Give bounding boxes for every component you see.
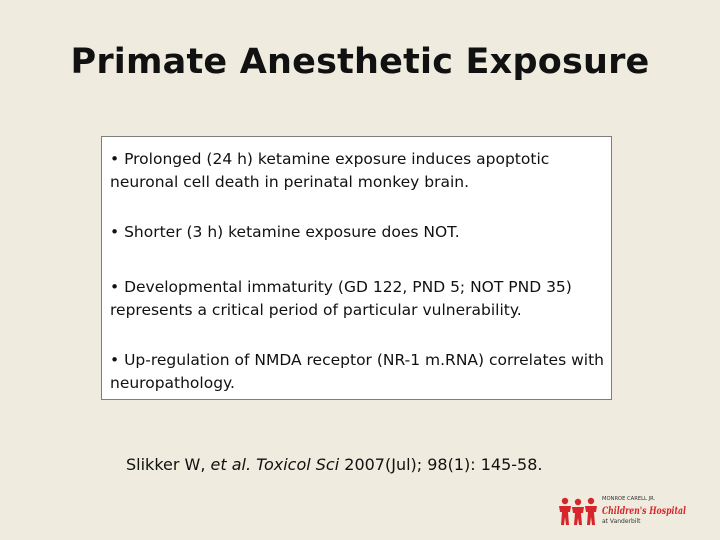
logo-line2: Children's Hospital <box>602 505 687 517</box>
citation-et-al: et al. <box>210 455 252 474</box>
citation-journal: Toxicol Sci <box>256 455 340 474</box>
logo-line1: MONROE CARELL JR. <box>602 496 656 502</box>
citation <box>126 455 543 475</box>
bullet-item: • Up-regulation of NMDA receptor (NR-1 m.RNA) correlates with neuropathology. <box>110 351 604 392</box>
citation-details: 2007(Jul); 98(1): 145-58. <box>339 455 543 474</box>
logo-line3: at Vanderbilt <box>602 518 641 525</box>
slide-title: Primate Anesthetic Exposure <box>70 42 650 82</box>
logo-figures-icon <box>559 498 597 525</box>
bullet-item: • Prolonged (24 h) ketamine exposure induces apoptotic neuronal cell death in perinatal monkey brain. <box>110 150 550 191</box>
citation-authors: Slikker W, <box>126 455 211 474</box>
bullet-item: • Shorter (3 h) ketamine exposure does NOT. <box>110 223 460 241</box>
childrens-hospital-logo <box>558 492 688 530</box>
bullet-item: • Developmental immaturity (GD 122, PND 5; NOT PND 35) represents a critical period of particular vulnerability. <box>110 278 572 319</box>
bullet-box <box>101 136 612 400</box>
